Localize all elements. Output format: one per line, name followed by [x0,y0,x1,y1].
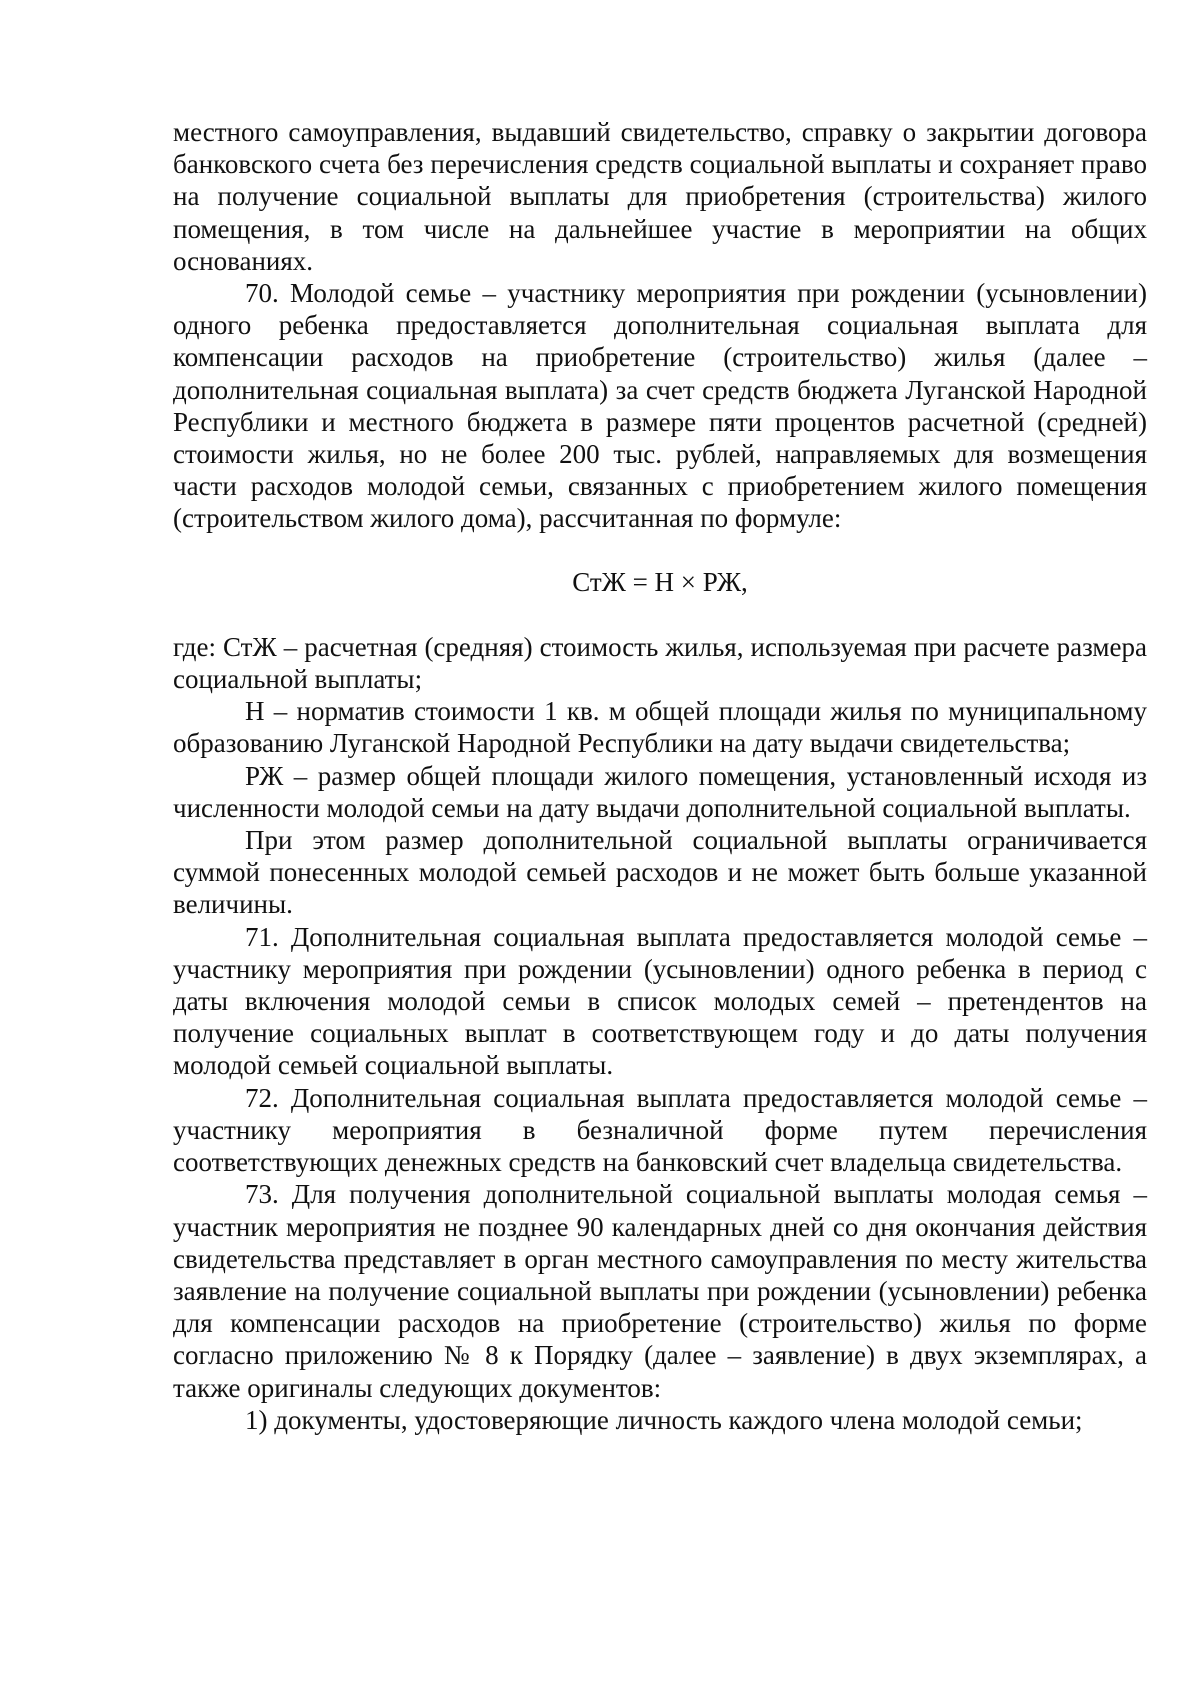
paragraph-72: 72. Дополнительная социальная выплата предоставляется молодой семье – участнику мероприятия в безналичной форме путем перечисления соответствующих денежных средств на банковский счет владельца свидетельства. [173,1082,1147,1178]
formula-definition-rzh: РЖ – размер общей площади жилого помещения, установленный исходя из численности молодой семьи на дату выдачи дополнительной социальной выплаты. [173,760,1147,823]
paragraph-70: 70. Молодой семье – участнику мероприятия при рождении (усыновлении) одного ребенка предоставляется дополнительная социальная выплата для компенсации расходов на приобретение (строительство) жилья (далее – дополнительная социальная выплата) за счет средств бюджета Луганской Народной Республики и местного бюджета в размере пяти процентов расчетной (средней) стоимости жилья, но не более 200 тыс. рублей, направляемых для возмещения части расходов молодой семьи, связанных с приобретением жилого помещения (строительством жилого дома), рассчитанная по формуле: [173,278,1147,534]
document-page [173,116,1147,1436]
paragraph-73: 73. Для получения дополнительной социальной выплаты молодая семья – участник мероприятия не позднее 90 календарных дней со дня окончания действия свидетельства представляет в орган местного самоуправления по месту жительства заявление на получение социальной выплаты при рождении (усыновлении) ребенка для компенсации расходов на приобретение (строительство) жилья по форме согласно приложению № 8 к Порядку (далее – заявление) в двух экземплярах, а также оригиналы следующих документов: [173,1179,1147,1403]
paragraph-continuation: местного самоуправления, выдавший свидетельство, справку о закрытии договора банковского счета без перечисления средств социальной выплаты и сохраняет право на получение социальной выплаты для приобретения (строительства) жилого помещения, в том числе на дальнейшее участие в мероприятии на общих основаниях. [173,117,1147,276]
formula: СтЖ = Н × РЖ, [572,566,748,597]
formula-definition-n: Н – норматив стоимости 1 кв. м общей площади жилья по муниципальному образованию Луганской Народной Республики на дату выдачи свидетельства; [173,696,1147,759]
paragraph-limit: При этом размер дополнительной социальной выплаты ограничивается суммой понесенных молодой семьей расходов и не может быть больше указанной величины. [173,825,1147,920]
paragraph-71: 71. Дополнительная социальная выплата предоставляется молодой семье – участнику мероприятия при рождении (усыновлении) одного ребенка в период с даты включения молодой семьи в список молодых семей – претендентов на получение социальных выплат в соответствующем году и до даты получения молодой семьей социальной выплаты. [173,921,1147,1081]
formula-definition-stzh: где: СтЖ – расчетная (средняя) стоимость жилья, используемая при расчете размера социальной выплаты; [173,631,1147,695]
list-item-1: 1) документы, удостоверяющие личность каждого члена молодой семьи; [245,1404,1083,1435]
